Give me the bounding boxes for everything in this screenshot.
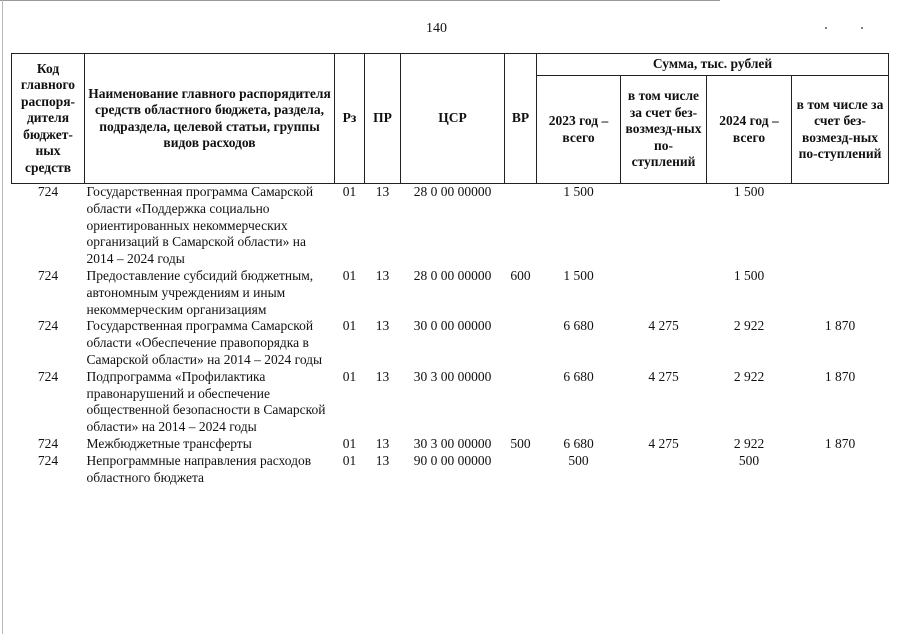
header-pr: ПР [365,54,401,184]
row-2024-free [792,184,889,268]
budget-table [11,53,889,486]
row-code: 724 [37,435,59,451]
row-pr: 13 [375,184,390,199]
row-2023-total: 500 [568,452,589,468]
table-row [12,184,889,268]
row-code: 724 [37,368,59,384]
row-rz: 01 [342,267,357,283]
row-2023-total: 1 500 [563,184,594,199]
header-2024-total: 2024 год – всего [707,76,792,184]
row-2023-total: 6 680 [563,368,594,384]
header-2023-free: в том числе за счет без-возмезд-ных по-ступлений [621,76,707,184]
row-2023-free [621,184,707,268]
row-code: 724 [37,184,59,199]
header-row-top [12,54,889,76]
row-pr: 13 [375,368,390,384]
table-row [12,453,889,487]
row-2024-free [792,268,889,318]
row-rz: 01 [342,435,357,451]
header-vr: ВР [505,54,537,184]
row-2023-free: 4 275 [648,318,679,334]
row-name: Непрограммные направления расходов областного бюджета [86,452,312,485]
row-csr: 30 3 00 00000 [413,368,492,384]
header-name: Наименование главного распорядителя средств областного бюджета, раздела, подраздела, целевой статьи, группы видов расходов [85,54,335,184]
row-code: 724 [37,452,59,468]
row-2024-total: 2 922 [733,368,765,384]
row-code: 724 [37,267,59,283]
scan-speck [825,27,827,29]
page-number: 140 [426,21,447,36]
row-vr: 600 [510,267,531,283]
table-row [12,268,889,318]
row-rz: 01 [342,452,357,468]
row-pr: 13 [375,452,390,468]
table-row [12,369,889,436]
row-2023-free: 4 275 [648,435,679,451]
table-row [12,318,889,368]
row-csr: 30 3 00 00000 [413,435,492,451]
row-2024-free: 1 870 [824,368,856,384]
row-name: Межбюджетные трансферты [86,435,252,451]
row-2024-total: 500 [738,452,760,468]
row-vr [505,318,537,368]
row-name: Государственная программа Самарской области «Поддержка социально ориентированных некоммерческих организаций в Самарской области» на 2014 – 2024 годы [86,184,314,267]
row-pr: 13 [375,435,390,451]
row-vr [505,184,537,268]
row-2024-total: 2 922 [733,318,765,334]
header-csr: ЦСР [401,54,505,184]
left-page-edge [2,0,3,634]
row-name: Предоставление субсидий бюджетным, автономным учреждениям и иным некоммерческим организациям [86,267,314,317]
row-2024-free: 1 870 [824,318,856,334]
table-row [12,436,889,453]
row-rz: 01 [342,318,357,334]
row-2023-free: 4 275 [648,368,679,384]
row-vr [505,453,537,487]
row-2024-total: 1 500 [733,184,765,199]
row-2024-total: 1 500 [733,267,765,283]
row-2023-free [621,268,707,318]
row-csr: 90 0 00 00000 [413,452,492,468]
row-pr: 13 [375,318,390,334]
row-csr: 28 0 00 00000 [413,267,492,283]
row-2023-total: 6 680 [563,435,594,451]
header-sum: Сумма, тыс. рублей [537,54,889,76]
row-2023-total: 1 500 [563,267,594,283]
row-name: Подпрограмма «Профилактика правонарушений и обеспечение общественной безопасности в Самарской области» на 2014 – 2024 годы [86,368,326,435]
row-2023-free [621,453,707,487]
row-vr: 500 [510,435,531,451]
header-rz: Рз [335,54,365,184]
row-2024-free: 1 870 [824,435,856,451]
row-pr: 13 [375,267,390,283]
row-vr [505,369,537,436]
top-page-rule [0,0,720,1]
row-2023-total: 6 680 [563,318,594,334]
row-code: 724 [37,318,59,334]
row-name: Государственная программа Самарской области «Обеспечение правопорядка в Самарской области» на 2014 – 2024 годы [86,318,323,367]
row-2024-free [792,453,889,487]
header-2023-total: 2023 год – всего [537,76,621,184]
header-code: Код главного распоря-дителя бюджет-ных средств [12,54,85,184]
scan-speck [861,27,863,29]
row-csr: 28 0 00 00000 [413,184,492,199]
row-rz: 01 [342,368,357,384]
header-2024-free: в том числе за счет без-возмезд-ных по-ступлений [792,76,889,184]
row-rz: 01 [342,184,357,199]
row-2024-total: 2 922 [733,435,765,451]
row-csr: 30 0 00 00000 [413,318,492,334]
